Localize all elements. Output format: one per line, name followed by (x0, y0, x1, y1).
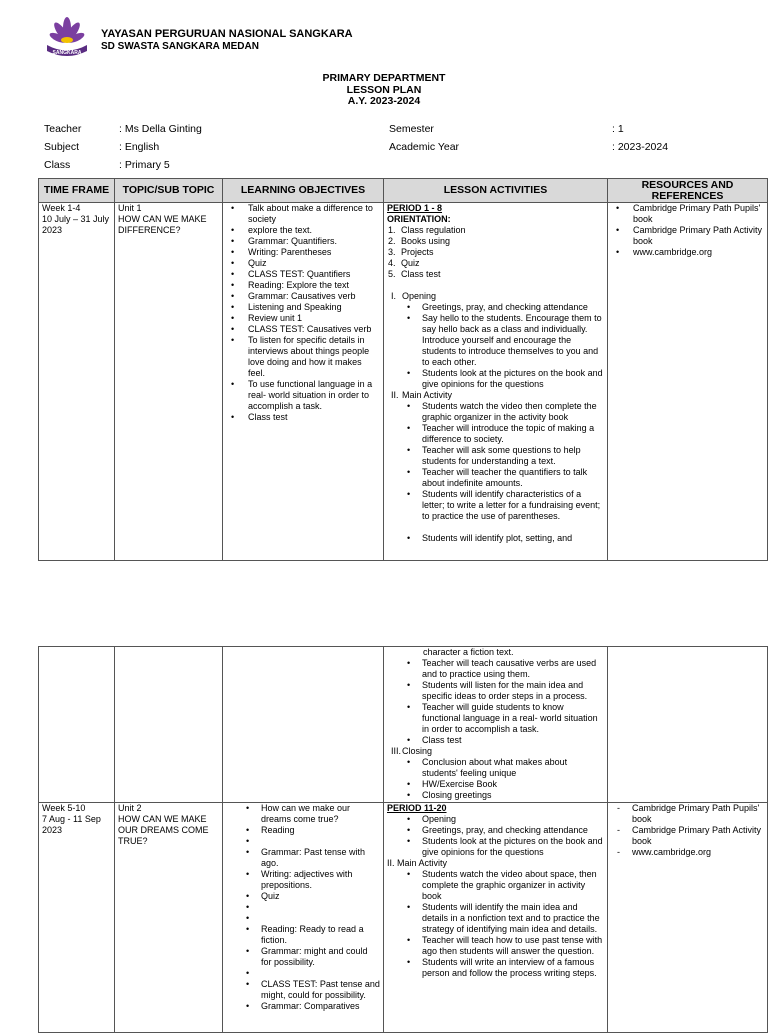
list-item: • CLASS TEST: Quantifiers (248, 269, 380, 280)
list-item: • Students will identify the main idea and details in a nonfiction text and to practice the strategy of identifying main idea and details. (422, 902, 604, 935)
list-item: • CLASS TEST: Past tense and might, could for possibility. (261, 979, 380, 1001)
unit-label: Unit 2 (118, 803, 142, 813)
list-item: • Students look at the pictures on the book and give opinions for the questions (422, 836, 604, 858)
list-item: • Teacher will teacher the quantifiers to talk about indefinite amounts. (422, 467, 604, 489)
activities-cell (384, 803, 608, 1033)
academic-year-value: : 2023-2024 (612, 141, 669, 153)
time-frame-cell (39, 803, 115, 1033)
unit-title: HOW CAN WE MAKE DIFFERENCE? (118, 214, 207, 235)
list-item: • Grammar: Quantifiers. (248, 236, 380, 247)
list-item (261, 902, 380, 913)
document-titles (0, 73, 768, 108)
list-item: • Closing greetings (422, 790, 604, 801)
list-item: • Greetings, pray, and checking attendance (422, 825, 604, 836)
list-item: • Teacher will guide students to know functional language in a real- world situation in order to accomplish a task. (422, 702, 604, 735)
academic-year-label: Academic Year (389, 141, 460, 153)
table-row (39, 647, 768, 803)
activities-cell (384, 647, 608, 803)
list-item: • Say hello to the students. Encourage them to say hello back as a class and individually. Introduce yourself and encourage the students to introduce themselves to you and to each other. (422, 313, 604, 368)
list-item: 1. Class regulation (388, 225, 466, 235)
col-header-time: TIME FRAME (39, 179, 115, 203)
time-frame-cell (39, 647, 115, 803)
opening-heading: I. Opening (391, 291, 437, 301)
continued-text: character a fiction text. (423, 647, 514, 657)
col-header-resources: RESOURCES AND REFERENCES (608, 179, 768, 203)
department-title: PRIMARY DEPARTMENT (322, 72, 446, 84)
teacher-value: : Ms Della Ginting (119, 123, 202, 135)
list-item: • Grammar: might and could for possibility. (261, 946, 380, 968)
list-item: • Reading: Ready to read a fiction. (261, 924, 380, 946)
list-item: • Reading (261, 825, 380, 836)
time-week: Week 5-10 (42, 803, 86, 813)
list-item: • HW/Exercise Book (422, 779, 604, 790)
time-dates: 10 July – 31 July 2023 (42, 214, 110, 235)
class-label: Class (44, 159, 71, 171)
col-header-topic: TOPIC/SUB TOPIC (115, 179, 223, 203)
list-item: • Writing: Parentheses (248, 247, 380, 258)
objectives-cell (223, 647, 384, 803)
list-item: • explore the text. (248, 225, 380, 236)
resources-cell (608, 803, 768, 1033)
main-activity-heading: II. Main Activity (387, 858, 448, 868)
col-header-objectives: LEARNING OBJECTIVES (223, 179, 384, 203)
list-item: 4. Quiz (388, 258, 420, 268)
activities-cell (384, 203, 608, 561)
list-item: • Grammar: Causatives verb (248, 291, 380, 302)
list-item: • Quiz (261, 891, 380, 902)
closing-heading: III. Closing (391, 746, 433, 756)
unit-title: HOW CAN WE MAKE OUR DREAMS COME TRUE? (118, 814, 209, 846)
list-item: • Writing: adjectives with prepositions. (261, 869, 380, 891)
resources-cell (608, 203, 768, 561)
list-item: • Teacher will teach causative verbs are used and to practice using them. (422, 658, 604, 680)
subject-label: Subject (44, 141, 80, 153)
list-item: - Cambridge Primary Path Pupils' book (632, 803, 764, 825)
period-label: PERIOD 11-20 (387, 803, 447, 813)
topic-cell (115, 803, 223, 1033)
list-item: • Opening (422, 814, 604, 825)
list-item: • To listen for specific details in interviews about things people love doing and how it makes feel. (248, 335, 380, 379)
list-item: • Quiz (248, 258, 380, 269)
list-item: 5. Class test (388, 269, 441, 279)
orientation-label: ORIENTATION: (387, 214, 451, 224)
objectives-cell (223, 803, 384, 1033)
list-item: • To use functional language in a real- world situation in order to accomplish a task. (248, 379, 380, 412)
main-activity-heading: II. Main Activity (391, 390, 453, 400)
topic-cell (115, 647, 223, 803)
list-item: • Class test (248, 412, 380, 423)
lesson-plan-title: LESSON PLAN (346, 83, 422, 96)
list-item: • Students will listen for the main idea and specific ideas to order steps in a process. (422, 680, 604, 702)
time-frame-cell (39, 203, 115, 561)
lesson-plan-table (38, 178, 768, 561)
list-item (261, 968, 380, 979)
list-item (261, 913, 380, 924)
list-item: • Greetings, pray, and checking attendance (422, 302, 604, 313)
list-item: • Students will identify plot, setting, and (422, 533, 604, 544)
list-item: • How can we make our dreams come true? (261, 803, 380, 825)
list-item: 2. Books using (388, 236, 451, 246)
list-item: • Cambridge Primary Path Activity book (633, 225, 764, 247)
logo-text: SANGKARA (52, 50, 82, 56)
list-item: • Teacher will teach how to use past tense with ago then students will answer the question. (422, 935, 604, 957)
table-row (39, 803, 768, 1033)
period-label: PERIOD 1 - 8 (387, 203, 443, 213)
table-header-row (39, 179, 768, 203)
list-item: • CLASS TEST: Causatives verb (248, 324, 380, 335)
lesson-plan-table-continued (38, 646, 768, 1033)
topic-cell (115, 203, 223, 561)
time-dates: 7 Aug - 11 Sep 2023 (42, 814, 101, 835)
col-header-activities: LESSON ACTIVITIES (384, 179, 608, 203)
subject-value: : English (119, 141, 160, 153)
list-item: • Teacher will ask some questions to help students for understanding a text. (422, 445, 604, 467)
list-item: • Conclusion about what makes about students' feeling unique (422, 757, 604, 779)
list-item (261, 836, 380, 847)
list-item: • www.cambridge.org (633, 247, 764, 258)
resources-cell (608, 647, 768, 803)
list-item: - www.cambridge.org (632, 847, 764, 858)
list-item: • Reading: Explore the text (248, 280, 380, 291)
list-item: • Grammar: Comparatives (261, 1001, 380, 1012)
teacher-label: Teacher (44, 123, 82, 135)
foundation-name: YAYASAN PERGURUAN NASIONAL SANGKARA (101, 28, 353, 40)
table-row (39, 203, 768, 561)
list-item: • Students will write an interview of a famous person and follow the process writing steps. (422, 957, 604, 979)
list-item: • Class test (422, 735, 604, 746)
list-item: • Review unit 1 (248, 313, 380, 324)
class-value: : Primary 5 (119, 159, 170, 171)
semester-value: : 1 (612, 123, 624, 135)
list-item: • Listening and Speaking (248, 302, 380, 313)
list-item: • Teacher will introduce the topic of making a difference to society. (422, 423, 604, 445)
objectives-cell (223, 203, 384, 561)
list-item: • Students look at the pictures on the book and give opinions for the questions (422, 368, 604, 390)
list-item: • Cambridge Primary Path Pupils' book (633, 203, 764, 225)
list-item: • Students watch the video about space, then complete the graphic organizer in activity book (422, 869, 604, 902)
school-name: SD SWASTA SANGKARA MEDAN (101, 41, 259, 52)
list-item: • Students will identify characteristics of a letter; to write a letter for a fundraising event; to practice the use of parentheses. (422, 489, 604, 522)
time-week: Week 1-4 (42, 203, 81, 213)
list-item: - Cambridge Primary Path Activity book (632, 825, 764, 847)
list-item: 3. Projects (388, 247, 434, 257)
unit-label: Unit 1 (118, 203, 142, 213)
school-logo (44, 16, 90, 58)
list-item: • Students watch the video then complete the graphic organizer in the activity book (422, 401, 604, 423)
semester-label: Semester (389, 123, 434, 135)
academic-year-title: A.Y. 2023-2024 (347, 95, 421, 107)
list-item: • Grammar: Past tense with ago. (261, 847, 380, 869)
list-item: • Talk about make a difference to society (248, 203, 380, 225)
